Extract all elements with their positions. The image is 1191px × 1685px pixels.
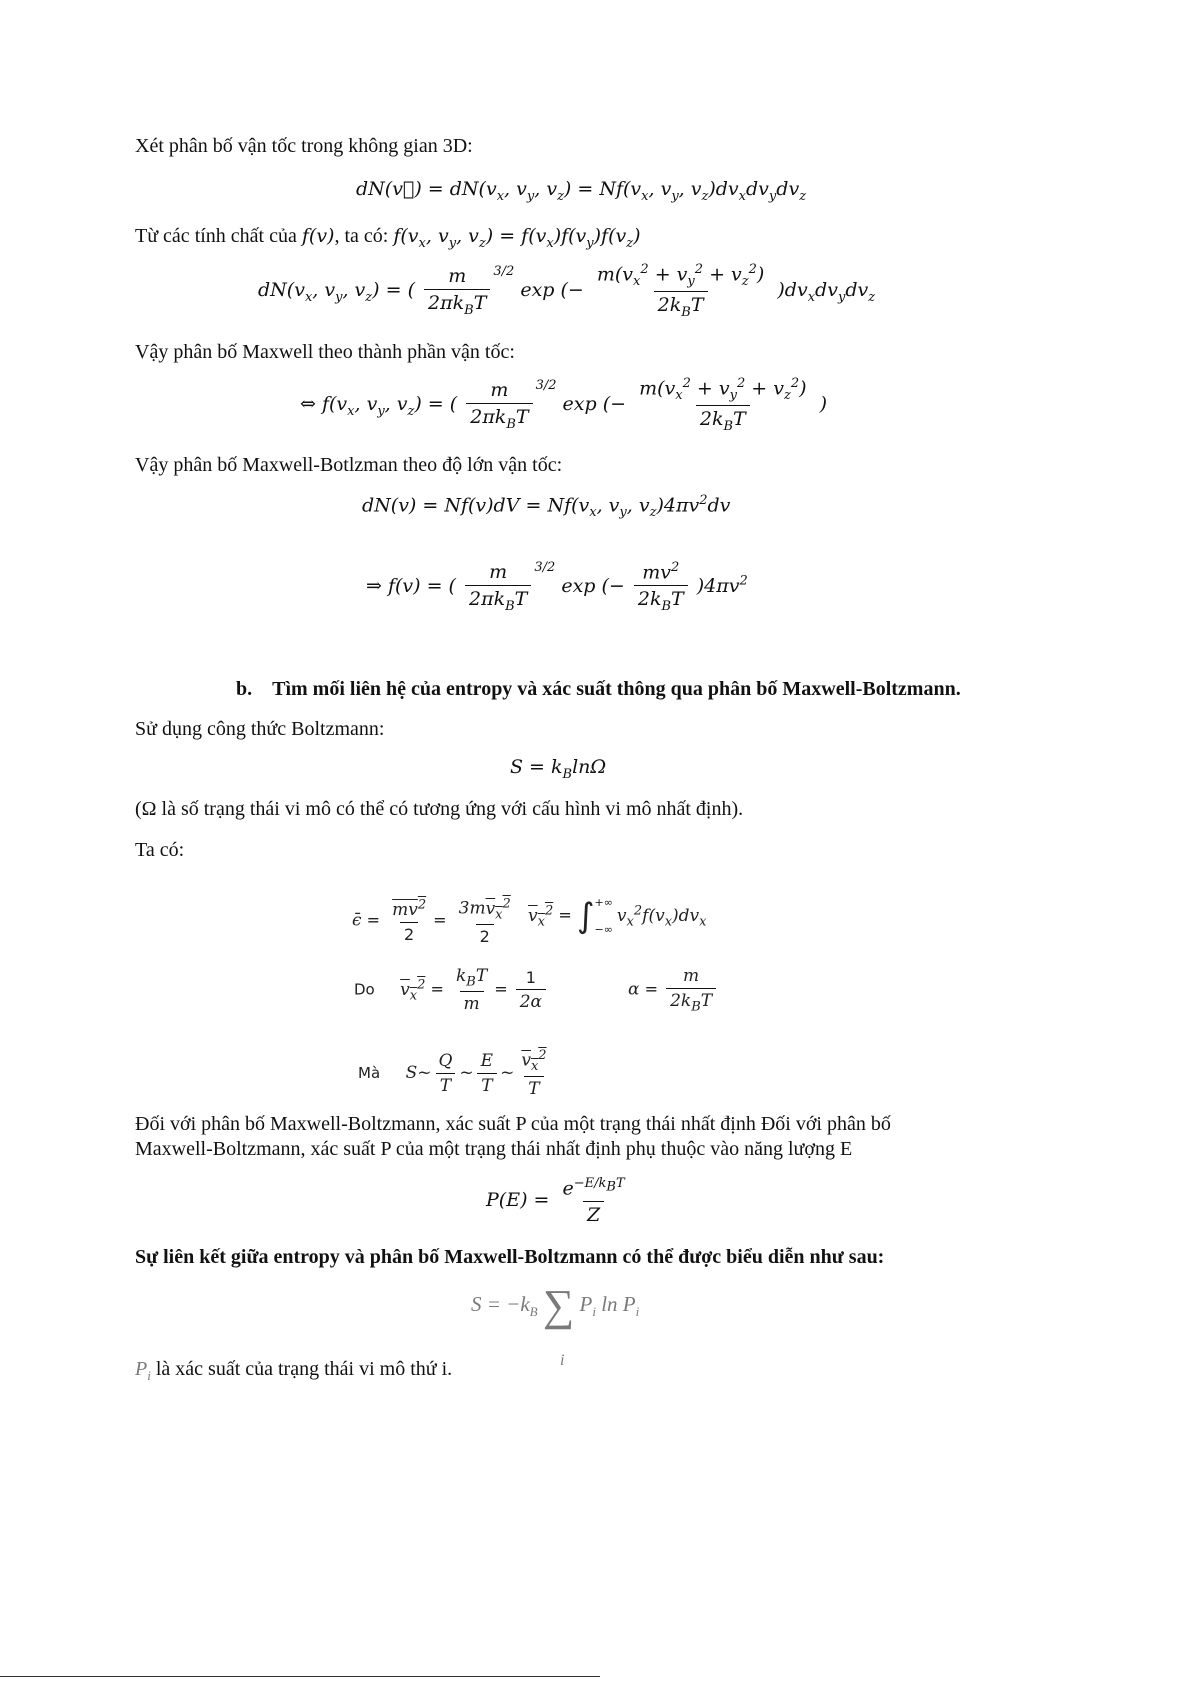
entropy-link-paragraph: Sự liên kết giữa entropy và phân bố Maxwell-Boltzmann có thể được biểu diễn như sau: <box>135 1246 885 1268</box>
equation-velocity-distribution-3d: dN(v⃗) = $dN(v_x$, $v_y$, $v_z) = Nf(v_x$, $v_y$, $v_z)dv_xdv_ydv_z$ <box>356 178 807 204</box>
ta-co-paragraph: Ta có: <box>135 839 185 861</box>
property-paragraph <box>135 224 641 256</box>
property-paragraph-mid: , ta có: <box>334 225 394 247</box>
sum-index: i <box>560 1352 565 1369</box>
equation-dn-magnitude: $dN(v) = Nf(v)dV = Nf(v_x$, $v_y$, $v_z)4\pi v^2dv$ <box>362 493 731 521</box>
sum-symbol: ∑ <box>542 1281 575 1330</box>
footer-divider <box>0 1676 600 1677</box>
boltzmann-formula-paragraph: Sử dụng công thức Boltzmann: <box>135 718 385 740</box>
property-paragraph-text: Từ các tính chất của <box>135 225 302 247</box>
equation-gibbs-entropy: $S = -k_B$ ∑ $P_i$ $\ln P_i$ <box>471 1281 640 1330</box>
pi-definition-text: là xác suất của trạng thái vi mô thứ i. <box>150 1358 453 1380</box>
section-b-marker: b. <box>236 678 253 700</box>
equation-boltzmann-entropy: $S = k_B\ln\Omega$ <box>510 756 607 782</box>
equation-dn-components: $dN(v_x$, $v_y$, $v_z$) = ( $\frac{m}{2\pi k_BT}$ $^{3/2}$ exp (− $\frac{m(v_x^2 + v_y^2 + v_z^2)}{2k_BT}$ )$dv_xdv_ydv_z$ <box>258 262 876 320</box>
equation-speed-distribution: ⇒ f(v) = ( $\frac{m}{2\pi k_BT}$ $^{3/2}$ exp (− $\frac{mv^2}{2k_BT}$ )$4\pi v^2$ <box>366 559 748 615</box>
equation-vx-squared-mean: $v_x^2$ = ∫ +∞ −∞ $v_x^2f(v_x)dv_x$ <box>528 896 707 936</box>
probability-paragraph-line1: Đối với phân bố Maxwell-Boltzmann, xác suất P của một trạng thái nhất định Đối với phân bố <box>135 1113 891 1135</box>
equation-do-relation: Do $v_x^2$ = $\frac{k_BT}{m}$ = $\frac{1}{2\alpha}$ <box>354 966 549 1014</box>
equation-probability-energy: P(E) = $\frac{e^{-E/k_BT}}{Z}$ <box>486 1176 625 1227</box>
section-b-heading <box>236 677 961 701</box>
equation-alpha-definition: α = $\frac{m}{2k_BT}$ <box>628 966 719 1014</box>
equation-maxwell-components: ⇔ $f(v_x$, $v_y$, $v_z$) = ( $\frac{m}{2\pi k_BT}$ $^{3/2}$ exp (− $\frac{m(v_x^2 + v_y^2 + v_z^2)}{2k_BT}$ ) <box>300 376 827 434</box>
equation-ma-proportionality: Mà S~ $\frac{Q}{T}$ ~ $\frac{E}{T}$ ~ $\frac{v_x^2}{T}$ <box>358 1048 547 1100</box>
section-b-title: Tìm mối liên hệ của entropy và xác suất thông qua phân bố Maxwell-Boltzmann. <box>272 678 961 700</box>
pi-definition-paragraph <box>135 1357 452 1388</box>
maxwell-boltzmann-magnitude-paragraph: Vậy phân bố Maxwell-Botlzman theo độ lớn vận tốc: <box>135 454 563 476</box>
maxwell-components-paragraph: Vậy phân bố Maxwell theo thành phần vận tốc: <box>135 341 515 363</box>
pi-symbol: $P_i$ <box>135 1358 151 1383</box>
intro-paragraph: Xét phân bố vận tốc trong không gian 3D: <box>135 135 473 157</box>
probability-paragraph-line2: Maxwell-Boltzmann, xác suất P của một trạng thái nhất định phụ thuộc vào năng lượng E <box>135 1138 853 1160</box>
inline-factorization: $f(v_x$, $v_y$, $v_z) = f(v_x)f(v_y)f(v_z)$ <box>393 225 641 251</box>
omega-definition-paragraph: (Ω là số trạng thái vi mô có thể có tương ứng với cấu hình vi mô nhất định). <box>135 798 744 820</box>
inline-fv: f(v) <box>301 225 335 247</box>
equation-mean-energy: ϵ̄ = $\frac{mv^2}{2}$ = $\frac{3mv_x^2}{2}$ <box>352 896 511 947</box>
